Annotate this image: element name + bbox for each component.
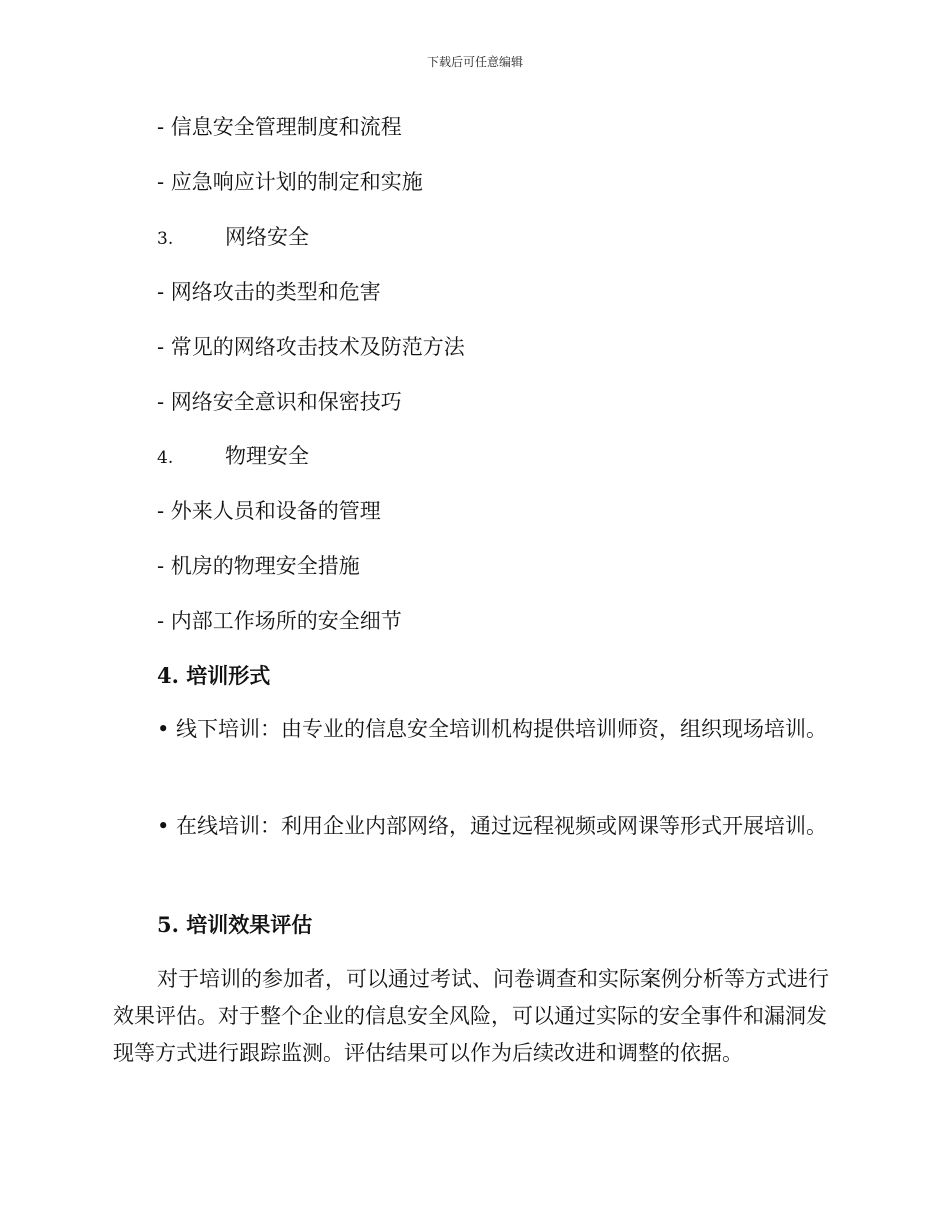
- offline-training-text: • 线下培训：由专业的信息安全培训机构提供培训师资，组织现场培训。: [157, 717, 828, 741]
- section-3-title: 网络安全: [225, 225, 309, 249]
- heading-training-form: 4. 培训形式: [157, 663, 271, 688]
- evaluation-paragraph: [113, 961, 833, 1072]
- list-item-emergency-plan: - 应急响应计划的制定和实施: [157, 170, 423, 194]
- online-training-text: • 在线培训：利用企业内部网络，通过远程视频或网课等形式开展培训。: [157, 814, 828, 838]
- evaluation-text: 对于培训的参加者，可以通过考试、问卷调查和实际案例分析等方式进行效果评估。对于整个企业的信息安全风险，可以通过实际的安全事件和漏洞发现等方式进行跟踪监测。评估结果可以作为后续改进和调整的依据。: [113, 967, 829, 1065]
- list-item-security-awareness: - 网络安全意识和保密技巧: [157, 390, 402, 414]
- list-item-attack-types: - 网络攻击的类型和危害: [157, 280, 381, 304]
- section-3-heading: [157, 223, 309, 253]
- offline-training-paragraph: [113, 711, 833, 748]
- section-4-number: 4.: [157, 448, 174, 468]
- list-item-server-room-security: - 机房的物理安全措施: [157, 554, 360, 578]
- heading-evaluation: 5. 培训效果评估: [157, 912, 313, 937]
- page-header: 下载后可任意编辑: [426, 55, 523, 69]
- section-4-title: 物理安全: [225, 444, 309, 468]
- list-item-workplace-security: - 内部工作场所的安全细节: [157, 609, 402, 633]
- list-item-visitor-management: - 外来人员和设备的管理: [157, 499, 381, 523]
- list-item-attack-techniques: - 常见的网络攻击技术及防范方法: [157, 335, 465, 359]
- list-item-mgmt-process: - 信息安全管理制度和流程: [157, 115, 402, 139]
- section-4-heading: [157, 442, 309, 472]
- online-training-paragraph: [113, 808, 833, 845]
- section-3-number: 3.: [157, 229, 174, 249]
